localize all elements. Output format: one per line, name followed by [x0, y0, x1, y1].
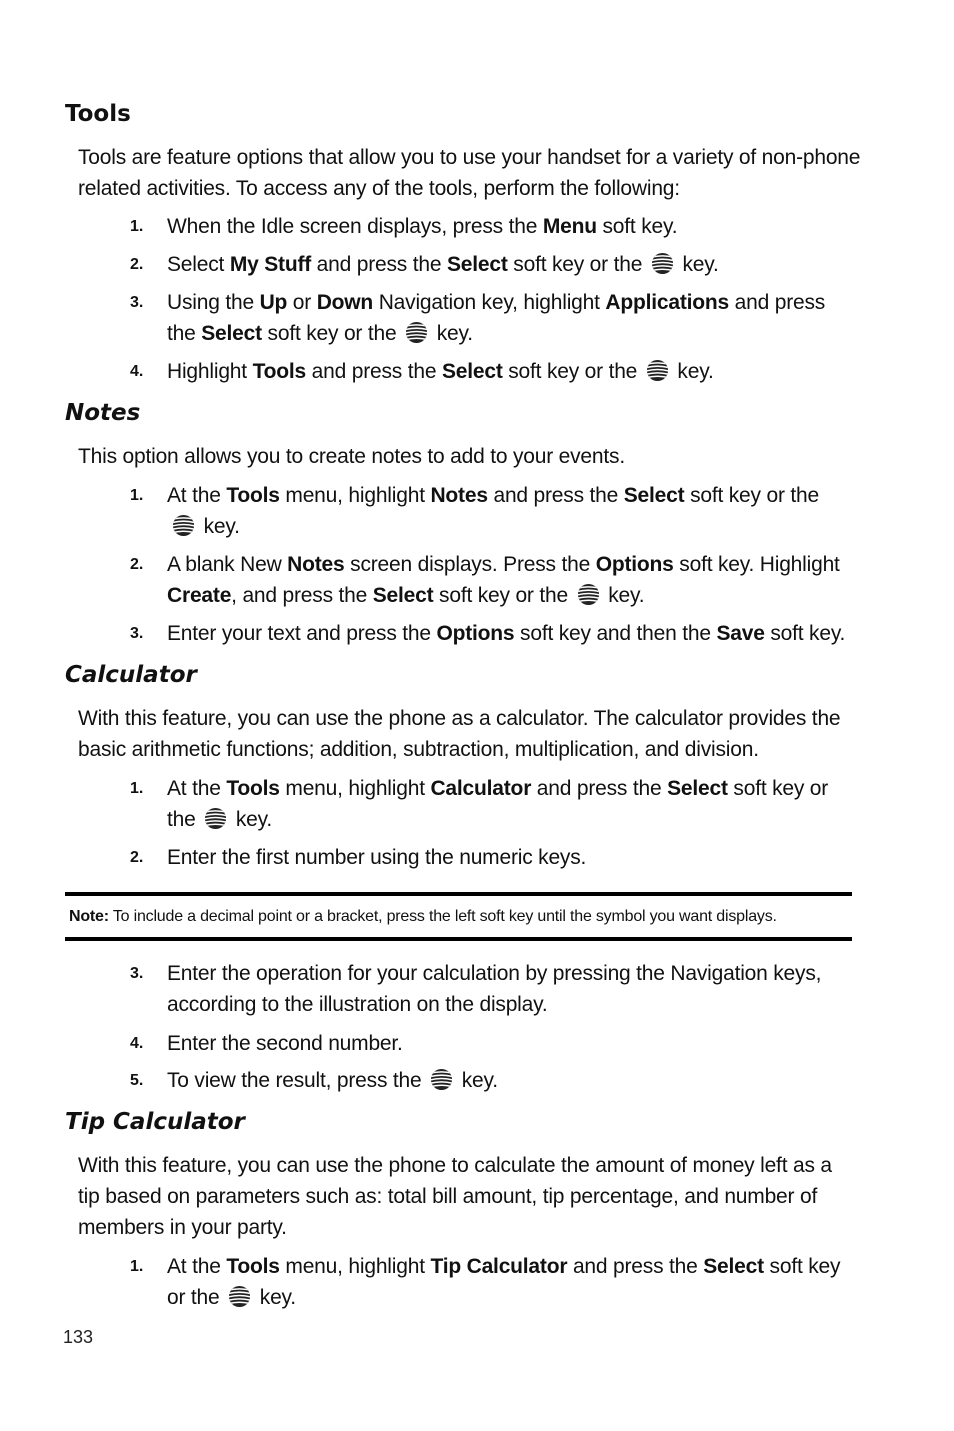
- note-label: Note:: [69, 908, 109, 925]
- calculator-note: [69, 906, 849, 928]
- notes-intro: This option allows you to create notes to add to your events.: [78, 445, 625, 468]
- step-text: Enter the second number.: [167, 1032, 403, 1055]
- tip-calculator-intro: With this feature, you can use the phone to calculate the amount of money left as a tip based on parameters such as: total bill amount, tip percentage, and number of members in your party.: [78, 1154, 832, 1239]
- step-number: 1.: [130, 780, 144, 797]
- att-globe-key-icon: [646, 359, 669, 382]
- step-number: 3.: [130, 625, 144, 642]
- step-text: Highlight Tools and press the Select soft key or the key.: [167, 360, 714, 383]
- calculator-heading: Calculator: [65, 662, 197, 688]
- tools-heading: Tools: [65, 101, 131, 127]
- step-number: 1.: [130, 218, 144, 235]
- step-number: 4.: [130, 1035, 144, 1052]
- step-text: Using the Up or Down Navigation key, highlight Applications and press the Select soft key or the key.: [167, 291, 826, 345]
- step-number: 5.: [130, 1072, 144, 1089]
- step-number: 2.: [130, 849, 144, 866]
- step-text: At the Tools menu, highlight Tip Calculator and press the Select soft key or the key.: [167, 1255, 841, 1309]
- step-text: At the Tools menu, highlight Notes and press the Select soft key or the key.: [167, 484, 819, 538]
- step-number: 2.: [130, 556, 144, 573]
- page-number: 133: [63, 1327, 94, 1347]
- att-globe-key-icon: [204, 807, 227, 830]
- step-text: A blank New Notes screen displays. Press the Options soft key. Highlight Create, and press the Select soft key or the key.: [167, 553, 840, 607]
- step-number: 3.: [130, 965, 144, 982]
- step-text: Enter the operation for your calculation by pressing the Navigation keys, according to the illustration on the display.: [167, 962, 822, 1016]
- tools-intro: Tools are feature options that allow you to use your handset for a variety of non-phone related activities. To access any of the tools, perform the following:: [78, 146, 861, 200]
- step-text: To view the result, press the key.: [167, 1069, 498, 1092]
- step-text: Enter the first number using the numeric keys.: [167, 846, 587, 869]
- att-globe-key-icon: [651, 252, 674, 275]
- att-globe-key-icon: [228, 1285, 251, 1308]
- att-globe-key-icon: [405, 321, 428, 344]
- att-globe-key-icon: [577, 583, 600, 606]
- step-number: 2.: [130, 256, 144, 273]
- note-text: To include a decimal point or a bracket, press the left soft key until the symbol you want displays.: [108, 908, 777, 925]
- notes-heading: Notes: [65, 400, 141, 426]
- step-text: Select My Stuff and press the Select soft key or the key.: [167, 253, 719, 276]
- calculator-intro: With this feature, you can use the phone as a calculator. The calculator provides the basic arithmetic functions; addition, subtraction, multiplication, and division.: [78, 707, 841, 761]
- step-text: When the Idle screen displays, press the Menu soft key.: [167, 215, 678, 238]
- step-number: 3.: [130, 294, 144, 311]
- step-text: Enter your text and press the Options soft key and then the Save soft key.: [167, 622, 846, 645]
- note-top-rule: [65, 892, 852, 896]
- step-text: At the Tools menu, highlight Calculator and press the Select soft key or the key.: [167, 777, 829, 831]
- tip-calculator-heading: Tip Calculator: [65, 1109, 245, 1135]
- att-globe-key-icon: [430, 1068, 453, 1091]
- att-globe-key-icon: [172, 514, 195, 537]
- step-number: 1.: [130, 487, 144, 504]
- step-number: 4.: [130, 363, 144, 380]
- step-number: 1.: [130, 1258, 144, 1275]
- note-bottom-rule: [65, 937, 852, 941]
